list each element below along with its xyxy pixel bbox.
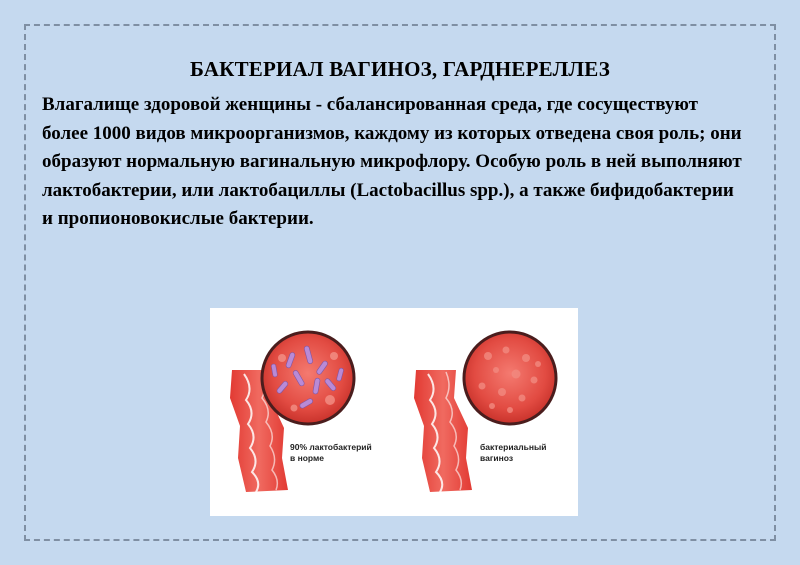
vaginosis-microflora-circle: [464, 332, 556, 424]
right-tissue-column: [414, 370, 472, 492]
vaginosis-caption-line2: вагиноз: [480, 453, 514, 463]
healthy-caption-line2: в норме: [290, 453, 325, 463]
healthy-caption: [290, 442, 400, 464]
microflora-illustration: [210, 308, 578, 516]
page-title: БАКТЕРИАЛ ВАГИНОЗ, ГАРДНЕРЕЛЛЕЗ: [189, 57, 611, 81]
vaginosis-caption-line1: бактериальный: [480, 442, 547, 452]
healthy-microflora-circle: [262, 332, 354, 424]
healthy-caption-line1: 90% лактобактерий: [290, 442, 372, 452]
vaginosis-caption: [480, 442, 570, 464]
body-paragraph: Влагалище здоровой женщины - сбалансированная среда, где сосуществуют более 1000 видов микроорганизмов, каждому из которых отведена своя роль; они образуют нормальную вагинальную микрофлору. Особую роль в ней выполняют лактобактерии, или лактобациллы (Lactobacillus spp.), а также бифидобактерии и пропионовокислые бактерии.: [42, 94, 742, 229]
